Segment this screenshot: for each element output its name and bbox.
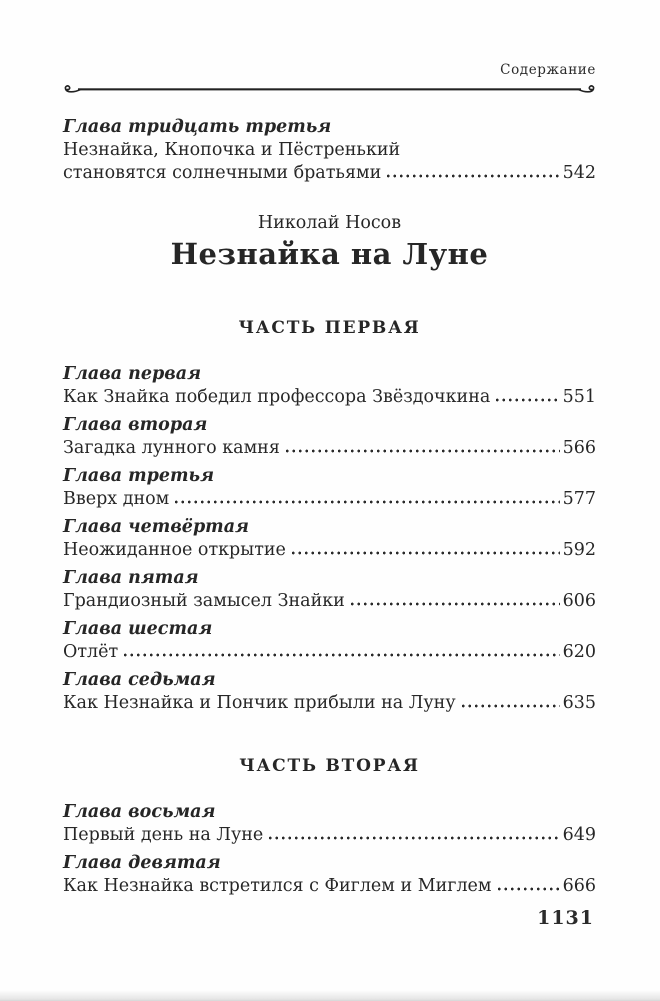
entry-row [63, 386, 596, 409]
entry-title-line2-row [63, 162, 596, 185]
part-heading-2: ЧАСТЬ ВТОРАЯ [239, 756, 420, 776]
entry-title-line1: Незнайка, Кнопочка и Пёстренький [63, 140, 401, 160]
chapter-label: Глава тридцать третья [63, 117, 332, 137]
toc-entry [63, 669, 596, 715]
entry-page: 649 [562, 825, 596, 845]
dot-leader [496, 887, 560, 891]
running-head [63, 62, 596, 78]
toc-entry [63, 465, 596, 511]
ornamental-rule [63, 84, 596, 96]
entry-page: 635 [562, 693, 596, 713]
dot-leader [290, 551, 560, 555]
chapter-label: Глава первая [63, 364, 202, 384]
entry-title: Вверх дном [63, 489, 170, 509]
chapter-label: Глава третья [63, 466, 215, 486]
book-author: Николай Носов [257, 213, 402, 233]
part-heading-1: ЧАСТЬ ПЕРВАЯ [238, 318, 421, 338]
toc-entry-previous-book [63, 116, 596, 185]
entry-page: 577 [562, 489, 596, 509]
entry-page: 620 [562, 642, 596, 662]
page-edge-shadow [0, 990, 660, 1001]
dot-leader [267, 836, 559, 840]
running-head-label: Содержание [500, 62, 596, 78]
entry-title: Как Незнайка встретился с Фиглем и Миглем [63, 876, 492, 896]
chapter-label: Глава вторая [63, 415, 208, 435]
toc-entry [63, 567, 596, 613]
book-title: Незнайка на Луне [170, 237, 489, 271]
chapter-label: Глава седьмая [63, 670, 216, 690]
dot-leader [460, 704, 560, 708]
dot-leader [349, 602, 560, 606]
entry-row [63, 590, 596, 613]
entry-page: 592 [562, 540, 596, 560]
entry-row [63, 641, 596, 664]
entry-row [63, 539, 596, 562]
toc-entry [63, 363, 596, 409]
entry-title: Загадка лунного камня [63, 438, 280, 458]
dot-leader [122, 653, 559, 657]
entry-title: Первый день на Луне [63, 825, 264, 845]
entry-title: Отлёт [63, 642, 119, 662]
entry-title: Неожиданное открытие [63, 540, 286, 560]
dot-leader [494, 398, 559, 402]
entry-page: 551 [562, 387, 596, 407]
entry-page: 542 [562, 163, 596, 183]
dot-leader [284, 449, 560, 453]
entry-title-line2: становятся солнечными братьями [63, 163, 382, 183]
entry-page: 666 [562, 876, 596, 896]
chapter-label: Глава девятая [63, 853, 221, 873]
chapter-label: Глава четвёртая [63, 517, 249, 537]
dot-leader [385, 174, 559, 178]
entry-row [63, 824, 596, 847]
entry-row [63, 488, 596, 511]
entry-page: 606 [562, 591, 596, 611]
chapter-label: Глава восьмая [63, 802, 216, 822]
entry-title: Как Незнайка и Пончик прибыли на Луну [63, 693, 456, 713]
entry-page: 566 [562, 438, 596, 458]
entry-row [63, 437, 596, 460]
toc-entry [63, 852, 596, 898]
book-heading [63, 211, 596, 273]
chapter-label: Глава пятая [63, 568, 199, 588]
toc-entry [63, 516, 596, 562]
toc-entry [63, 801, 596, 847]
toc-entry [63, 618, 596, 664]
toc-entry [63, 414, 596, 460]
entry-row [63, 692, 596, 715]
entry-title: Как Знайка победил профессора Звёздочкина [63, 387, 491, 407]
entry-title: Грандиозный замысел Знайки [63, 591, 345, 611]
entry-row [63, 875, 596, 898]
page-number: 1131 [537, 907, 594, 929]
dot-leader [173, 500, 559, 504]
chapter-label: Глава шестая [63, 619, 213, 639]
